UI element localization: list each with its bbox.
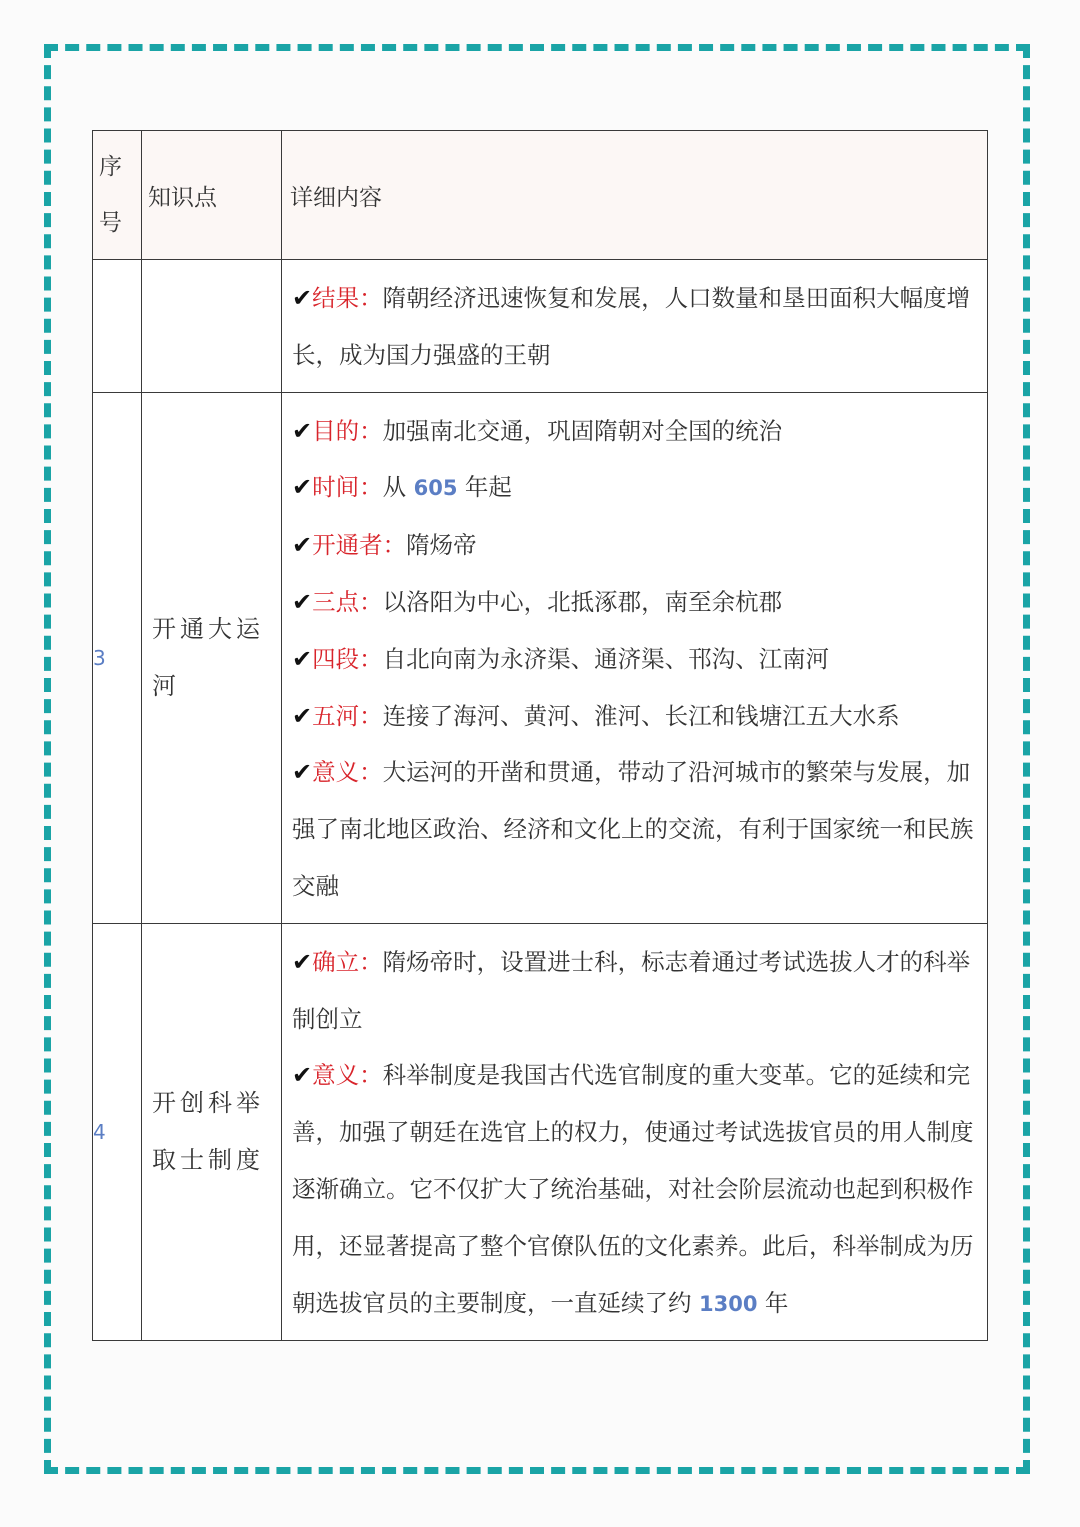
item-label: 意义： (312, 1061, 383, 1090)
checkmark-icon: ✔ (292, 644, 313, 673)
detail-item (292, 744, 979, 914)
checkmark-icon: ✔ (292, 701, 313, 730)
item-text: 加强南北交通，巩固隋朝对全国的统治 (382, 416, 783, 445)
item-label: 四段： (312, 644, 383, 673)
item-label: 三点： (312, 587, 383, 616)
item-label: 确立： (312, 947, 383, 976)
row-detail (282, 923, 988, 1341)
item-label: 意义： (312, 758, 383, 787)
table-row (93, 392, 988, 923)
row-detail (282, 260, 988, 393)
row-knowledge-point: 开通大运河 (142, 392, 282, 923)
item-text: 年 (757, 1288, 789, 1317)
checkmark-icon: ✔ (292, 531, 313, 560)
table-header-row (93, 131, 988, 260)
item-text: 隋炀帝时，设置进士科，标志着通过考试选拔人才的科举制创立 (292, 947, 971, 1033)
detail-item (292, 517, 979, 574)
detail-item (292, 631, 979, 688)
detail-item (292, 1047, 979, 1332)
checkmark-icon: ✔ (292, 416, 313, 445)
row-seq: 4 (93, 923, 142, 1341)
header-knowledge-point: 知识点 (142, 131, 282, 260)
detail-item (292, 459, 979, 517)
item-number: 605 (413, 476, 458, 501)
item-text: 自北向南为永济渠、通济渠、邗沟、江南河 (382, 644, 830, 673)
detail-item (292, 574, 979, 631)
header-detail: 详细内容 (282, 131, 988, 260)
checkmark-icon: ✔ (292, 473, 313, 502)
item-label: 目的： (312, 416, 383, 445)
item-text: 以洛阳为中心，北抵涿郡，南至余杭郡 (382, 587, 783, 616)
item-label: 时间： (312, 473, 383, 502)
row-knowledge-point (142, 260, 282, 393)
item-number: 1300 (698, 1291, 758, 1316)
item-label: 开通者： (312, 531, 407, 560)
knowledge-table (92, 130, 988, 1341)
checkmark-icon: ✔ (292, 1061, 313, 1090)
checkmark-icon: ✔ (292, 947, 313, 976)
detail-item (292, 270, 979, 384)
item-text: 大运河的开凿和贯通，带动了沿河城市的繁荣与发展，加强了南北地区政治、经济和文化上的交流，有利于国家统一和民族交融 (292, 758, 974, 900)
checkmark-icon: ✔ (292, 587, 313, 616)
item-text: 从 (382, 473, 414, 502)
detail-item (292, 934, 979, 1048)
checkmark-icon: ✔ (292, 284, 313, 312)
row-seq (93, 260, 142, 393)
item-text: 隋朝经济迅速恢复和发展，人口数量和垦田面积大幅度增长，成为国力强盛的王朝 (292, 284, 971, 369)
item-text: 年起 (457, 473, 512, 502)
table-row (93, 923, 988, 1341)
header-seq: 序号 (93, 131, 142, 260)
row-seq: 3 (93, 392, 142, 923)
table-row (93, 260, 988, 393)
item-text: 科举制度是我国古代选官制度的重大变革。它的延续和完善，加强了朝廷在选官上的权力，使通过考试选拔官员的用人制度逐渐确立。它不仅扩大了统治基础，对社会阶层流动也起到积极作用，还显著提高了整个官僚队伍的文化素养。此后，科举制成为历朝选拔官员的主要制度，一直延续了约 (292, 1061, 974, 1317)
item-text: 连接了海河、黄河、淮河、长江和钱塘江五大水系 (382, 701, 900, 730)
row-detail (282, 392, 988, 923)
row-knowledge-point: 开创科举取士制度 (142, 923, 282, 1341)
item-text: 隋炀帝 (406, 531, 477, 560)
item-label: 结果： (312, 284, 383, 312)
detail-item (292, 688, 979, 745)
detail-item (292, 403, 979, 460)
item-label: 五河： (312, 701, 383, 730)
checkmark-icon: ✔ (292, 758, 313, 787)
